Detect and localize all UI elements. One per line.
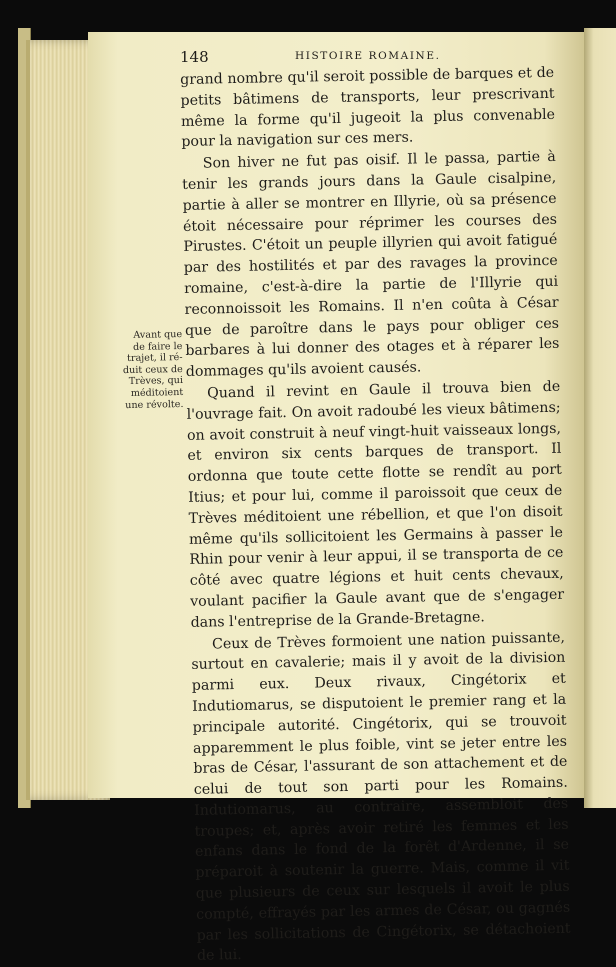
margin-note: Avant que de faire le trajet, il ré- duit ceux de Trèves, qui méditoient une révolte. xyxy=(122,329,184,411)
paragraph: Quand il revint en Gaule il trouva bien de l'ouvrage fait. On avoit radoubé les vieux bâtimens; on avoit construit à neuf vingt-huit vaisseaux longs, et environ six cents barques de transport. Il ordonna que toute cette flotte se rendît au port Itius; et pour lui, comme il paroissoit que ceux de Trèves méditoient une rébellion, et que l'on disoit même qu'ils sollicitoient les Germains à passer le Rhin pour venir à leur appui, il se transporta de ce côté avec quatre légions et huit cents chevaux, voulant pacifier la Gaule avant que de s'engager dans l'entreprise de la Grande-Bretagne. xyxy=(186,378,565,631)
running-title: HISTOIRE ROMAINE. xyxy=(295,50,441,62)
paragraph: Son hiver ne fut pas oisif. Il le passa, partie à tenir les grands jours dans la Gaule cisalpine, partie à aller se montrer en Illyrie, où sa présence étoit nécessaire pour réprimer les courses des Pirustes. C'étoit un peuple illyrien qui avoit fatigué par des hostilités et par des ravages la province romaine, c'est-à-dire la partie de l'Illyrie qui reconnoissoit les Romains. Il n'en coûta à César que de paroître dans le pays pour obliger ces barbares à lui donner des otages et à réparer les dommages qu'ils avoient causés. xyxy=(182,148,560,381)
paragraph: Ceux de Trèves formoient une nation puissante, surtout en cavalerie; mais il y avoit de la division parmi eux. Deux rivaux, Cingétorix et Indutiomarus, se disputoient le premier rang et la principale autorité. Cingétorix, qui se trouvoit apparemment le plus foible, vint se jeter entre les bras de César, l'assurant de son attachement et de celui de tout son parti pour les Romains. Indutiomarus, au contraire, assembloit des troupes; et, après avoir retiré les femmes et les enfans dans le fond de la forêt d'Ardenne, il se préparoit à soutenir la guerre. Mais, comme il vit que plusieurs de ceux sur lesquels il avoit le plus compté, effrayés par les armes de César, ou gagnés par les sollicitations de Cingétorix, se détachoient de lui. xyxy=(191,629,571,965)
body-text xyxy=(180,63,571,967)
paragraph: grand nombre qu'il seroit possible de barques et de petits bâtimens de transports, leur prescrivant même la forme qu'il jugeoit la plus convenable pour la navigation sur ces mers. xyxy=(180,64,556,151)
page-number: 148 xyxy=(180,48,209,66)
facing-page-edge xyxy=(584,28,616,808)
